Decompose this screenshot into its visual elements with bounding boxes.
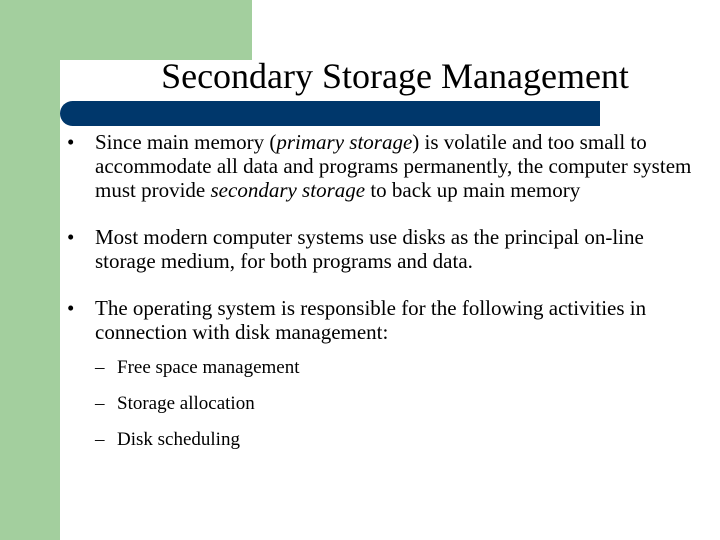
bullet-text: The operating system is responsible for the following activities in connection with disk management:	[95, 296, 647, 344]
sub-bullet-item	[95, 357, 707, 379]
dash-marker: –	[95, 429, 105, 450]
slide-title: Secondary Storage Management	[161, 56, 629, 96]
bullet-item	[67, 225, 707, 273]
bullet-item	[67, 296, 707, 344]
sub-bullet-list	[67, 357, 707, 451]
title-underline-bar	[60, 101, 600, 126]
dash-marker: –	[95, 357, 105, 378]
decorative-green-band-left	[0, 0, 60, 540]
sub-bullet-text: Storage allocation	[117, 393, 255, 414]
sub-bullet-item	[95, 429, 707, 451]
dash-marker: –	[95, 393, 105, 414]
slide-content	[67, 130, 707, 465]
bullet-marker: •	[67, 130, 75, 154]
sub-bullet-text: Free space management	[117, 357, 300, 378]
bullet-text: Since main memory (primary storage) is volatile and too small to accommodate all data and programs permanently, the computer system must provide secondary storage to back up main memory	[95, 130, 692, 202]
sub-bullet-item	[95, 393, 707, 415]
bullet-item	[67, 130, 707, 202]
bullet-text: Most modern computer systems use disks as the principal on-line storage medium, for both programs and data.	[95, 225, 644, 273]
bullet-marker: •	[67, 225, 75, 249]
sub-bullet-text: Disk scheduling	[117, 429, 240, 450]
bullet-marker: •	[67, 296, 75, 320]
